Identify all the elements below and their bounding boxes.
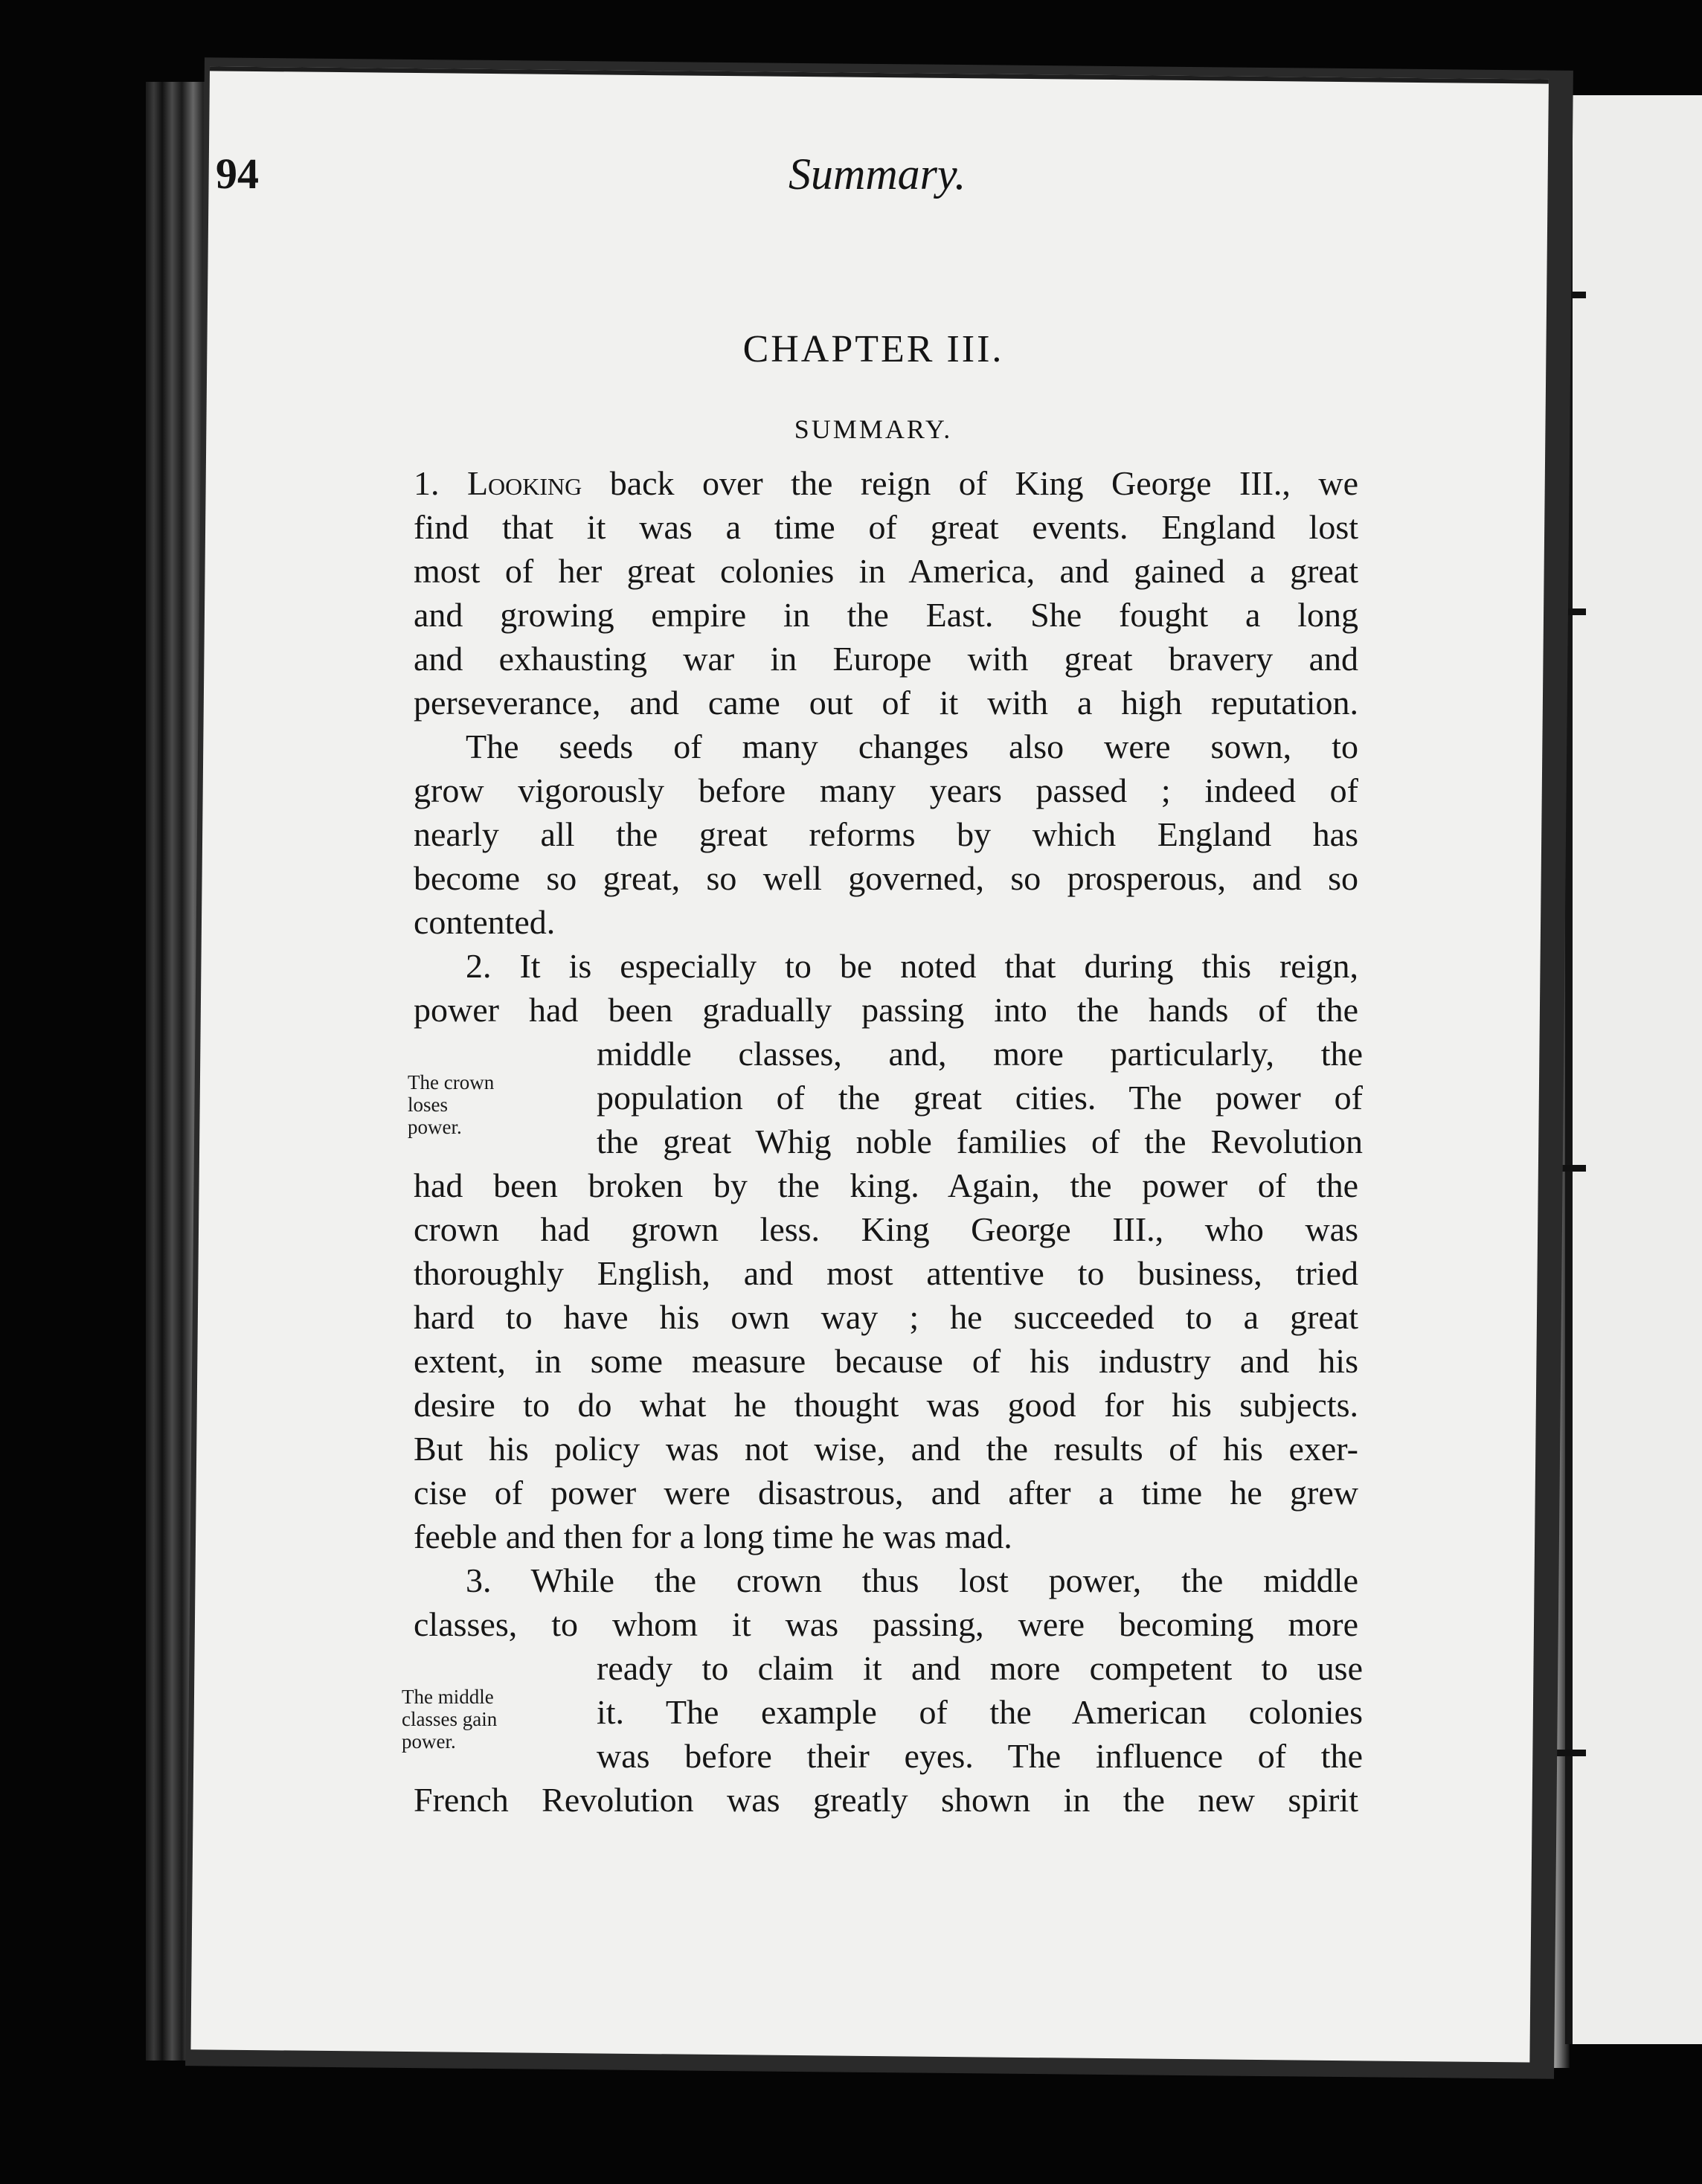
text-line: most of her great colonies in America, and gained a great <box>414 552 1358 590</box>
page-number: 94 <box>216 150 259 198</box>
text-line: find that it was a time of great events. England lost <box>414 508 1358 546</box>
text-line: 3. While the crown thus lost power, the middle <box>466 1561 1358 1599</box>
margin-note-line: The crown <box>408 1071 495 1093</box>
section-heading <box>0 414 1702 445</box>
text-line: and growing empire in the East. She fought a long <box>414 596 1358 634</box>
text-line: was before their eyes. The influence of the <box>597 1737 1363 1775</box>
text-line: classes, to whom it was passing, were becoming more <box>414 1605 1358 1643</box>
smallcaps-opening-word: Looking <box>466 464 582 502</box>
text-line: The seeds of many changes also were sown, to <box>466 728 1358 765</box>
chapter-heading-text: CHAPTER III. <box>742 328 1004 370</box>
text-line: But his policy was not wise, and the results of his exer- <box>414 1430 1358 1468</box>
margin-note <box>408 1071 564 1138</box>
text-line: crown had grown less. King George III., who was <box>414 1210 1358 1248</box>
text-line: middle classes, and, more particularly, the <box>597 1035 1363 1073</box>
text-line: nearly all the great reforms by which England has <box>414 815 1358 853</box>
text-line: and exhausting war in Europe with great bravery and <box>414 640 1358 678</box>
text-line: desire to do what he thought was good for his subjects. <box>414 1386 1358 1424</box>
section-heading-text: SUMMARY. <box>794 414 953 444</box>
margin-note-line: classes gain <box>402 1708 498 1730</box>
text-line: contented. <box>414 903 556 941</box>
text-line: perseverance, and came out of it with a high reputation. <box>414 684 1358 722</box>
text-line: it. The example of the American colonies <box>597 1693 1363 1731</box>
margin-note-line: power. <box>402 1730 456 1753</box>
margin-note-line: power. <box>408 1116 462 1138</box>
text-line: hard to have his own way ; he succeeded to a great <box>414 1298 1358 1336</box>
text-line: power had been gradually passing into the hands of the <box>414 991 1358 1029</box>
text-line: feeble and then for a long time he was mad. <box>414 1517 1012 1555</box>
text-line: the great Whig noble families of the Revolution <box>597 1122 1363 1160</box>
margin-note <box>402 1686 558 1753</box>
text-line: cise of power were disastrous, and after a time he grew <box>414 1474 1358 1512</box>
text-line: French Revolution was greatly shown in the new spirit <box>414 1781 1358 1819</box>
body-text <box>414 461 1363 1822</box>
text-line: grow vigorously before many years passed ; indeed of <box>414 771 1358 809</box>
margin-note-line: The middle <box>402 1686 494 1708</box>
chapter-heading <box>0 327 1702 371</box>
text-line: 2. It is especially to be noted that during this reign, <box>466 947 1358 985</box>
text-line: ready to claim it and more competent to use <box>597 1649 1363 1687</box>
text-line: thoroughly English, and most attentive to business, tried <box>414 1254 1358 1292</box>
running-title: Summary. <box>789 150 966 199</box>
margin-note-line: loses <box>408 1093 448 1116</box>
text-line: population of the great cities. The power of <box>597 1079 1363 1117</box>
text-line: become so great, so well governed, so prosperous, and so <box>414 859 1358 897</box>
text-line: had been broken by the king. Again, the power of the <box>414 1166 1358 1204</box>
text-line: extent, in some measure because of his industry and his <box>414 1342 1358 1380</box>
text-line: 1. Looking back over the reign of King George III., we <box>414 464 1359 502</box>
